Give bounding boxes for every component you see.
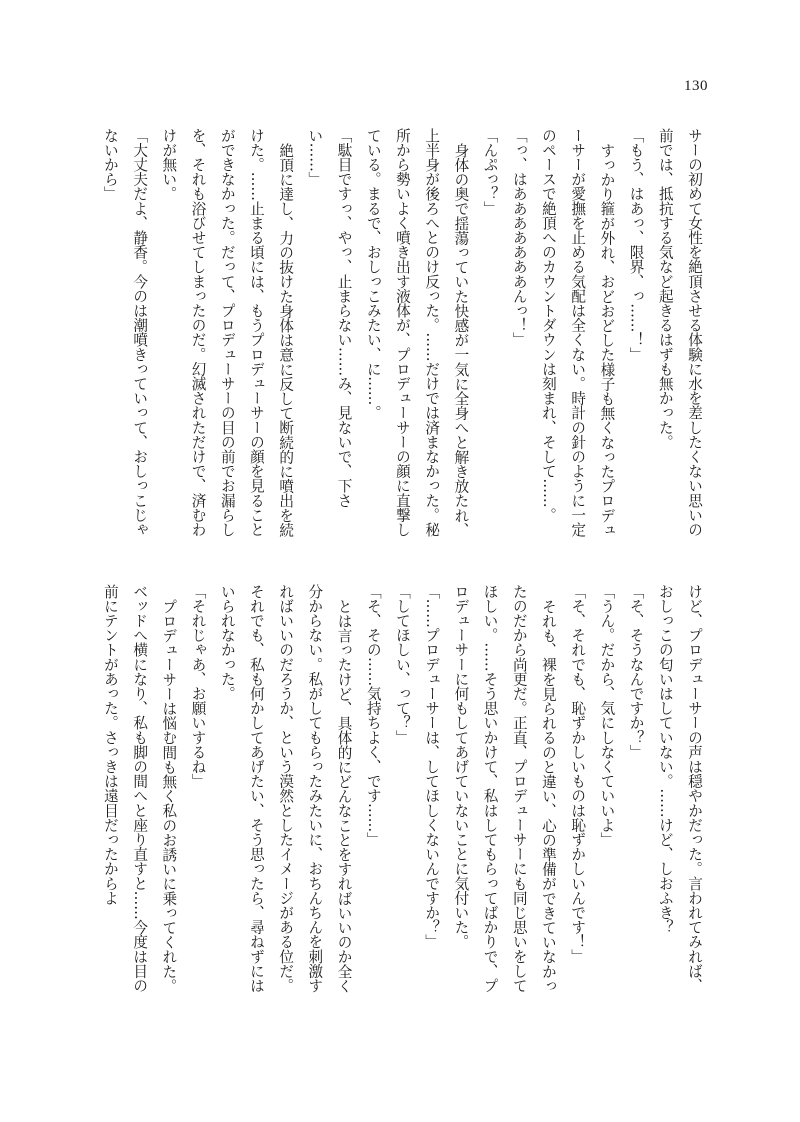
paragraph: プロデューサーは悩む間も無く私のお誘いに乗ってくれた。ベッドへ横になり、私も脚の間へと座り直すと……今度は目の前にテントがあった。さっきは遠目だったからよ [101, 584, 178, 993]
dialogue-line: 「そ、その……気持ちよく、です……」 [364, 584, 382, 847]
dialogue-line: 「うん。だから、気にしなくていいよ」 [598, 584, 616, 847]
dialogue-line: 「っ、はあああああああんっ！」 [510, 128, 528, 347]
dialogue-line: 「んぷっ？」 [481, 128, 499, 216]
paragraph: サーの初めて女性を絶頂させる体験に水を差したくない思いの前では、抵抗する気など起きるはずも無かった。 [656, 128, 703, 537]
paragraph: それも、裸を見られるのと違い、心の準備ができていなかったのだから尚更だ。正直、プロデューサーにも同じ思いをしてほしい。……そう思いかけて、私はしてもらってばかりで、プロデューサーに何もしてあげていないことに気付いた。 [452, 584, 557, 993]
paragraph: とは言ったけど、具体的にどんなことをすればいいのか全く分からない。私がしてもらったみたいに、おちんちんを刺激すればいいのだろうか、という漠然としたイメージがある位だ。それでも、私も何かしてあげたい、そう思ったら、尋ねずにはいられなかった。 [218, 584, 353, 993]
paragraph: けど、プロデューサーの声は穏やかだった。言われてみれば、おしっこの匂いはしていない。……けど、しおふき？ [656, 584, 703, 993]
paragraph: 身体の奥で揺蕩っていた快感が一気に全身へと解き放たれ、上半身が後ろへとのけ反った。……だけでは済まなかった。秘所から勢いよく噴き出す液体が、プロデューサーの顔に直撃している。まるで、おしっこみたい、に……。 [364, 128, 470, 537]
dialogue-line: 「してほしい、って？」 [393, 584, 411, 745]
dialogue-line: 「それじゃあ、お願いするね」 [189, 584, 207, 789]
dialogue-line: 「……プロデューサーは、してほしくないんですか？」 [423, 584, 441, 949]
dialogue-line: 「駄目ですっ、やっ、止まらない……み、見ないで、下さい……」 [306, 128, 353, 508]
paragraph: すっかり箍が外れ、おどおどした様子も無くなったプロデューサーが愛撫を止める気配は全くない。時計の針のように一定のペースで絶頂へのカウントダウンは刻まれ、そして……。 [539, 128, 616, 537]
dialogue-line: 「そ、それでも、恥ずかしいものは恥ずかしいんです！」 [569, 584, 587, 964]
text-block-bottom [101, 584, 709, 1001]
paragraph: 絶頂に達し、力の抜けた身体は意に反して断続的に噴出を続けた。……止まる頃には、もうプロデューサーの顔を見ることができなかった。だって、プロデューサーの目の前でお漏らしを、それも浴びせてしまったのだ。幻滅されただけで、済むわけが無い。 [160, 128, 295, 537]
dialogue-line: 「そ、そうなんですか？」 [627, 584, 645, 760]
page-number: 130 [684, 78, 708, 94]
dialogue-line: 「もう、はあっ、限界、っ……！」 [627, 128, 645, 362]
text-block-top [101, 128, 709, 545]
dialogue-line: 「大丈夫だよ、静香。今のは潮噴きっていって、おしっこじゃないから」 [101, 128, 149, 537]
